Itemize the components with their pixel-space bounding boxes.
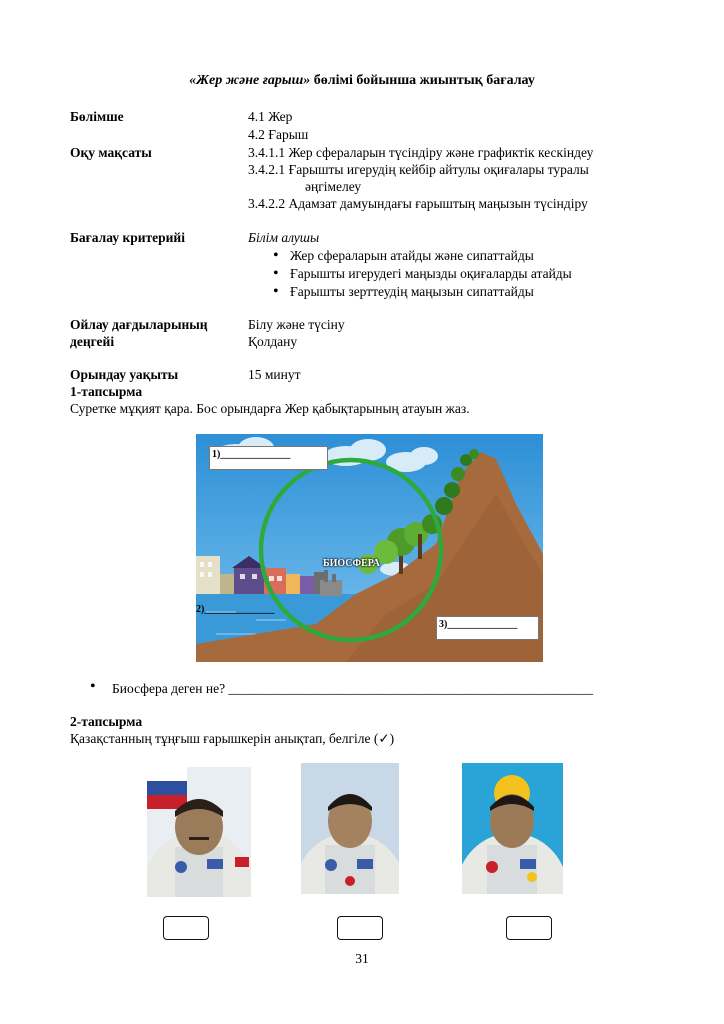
cosmonaut-photo-1 bbox=[147, 767, 251, 897]
answer-box-1[interactable]: 1)______________ bbox=[209, 446, 328, 470]
biosphere-label: БИОСФЕРА bbox=[323, 558, 380, 569]
criteria-item: • Жер сфераларын атайды және сипаттайды bbox=[270, 248, 572, 266]
cosmonaut-3-image bbox=[462, 763, 563, 894]
cosmonaut-1-image bbox=[147, 767, 251, 897]
thinking-label-1: Ойлау дағдыларының bbox=[70, 317, 208, 332]
criteria-item: • Ғарышты игерудегі маңызды оқиғаларды атайды bbox=[270, 266, 572, 284]
criteria-list bbox=[270, 248, 572, 302]
answer-box-2[interactable]: 2)______________ bbox=[196, 604, 275, 615]
cosmonaut-photo-3 bbox=[462, 763, 563, 894]
criteria-item: • Ғарышты зерттеудің маңызын сипаттайды bbox=[270, 284, 572, 302]
task2-instruction: Қазақстанның тұңғыш ғарышкерін анықтап, белгіле (✓) bbox=[70, 731, 395, 746]
objective-2-cont: әңгімелеу bbox=[305, 179, 362, 194]
thinking-label-2: деңгейі bbox=[70, 334, 115, 349]
criteria-intro: Білім алушы bbox=[248, 230, 320, 245]
checkbox-cosmonaut-2[interactable] bbox=[337, 916, 383, 940]
task2-heading: 2-тапсырма bbox=[70, 714, 143, 729]
bullet-dot: • bbox=[90, 678, 96, 695]
time-label: Орындау уақыты bbox=[70, 367, 179, 382]
objectives-label: Оқу мақсаты bbox=[70, 145, 152, 160]
document-title bbox=[0, 73, 724, 89]
task1-heading: 1-тапсырма bbox=[70, 384, 143, 399]
objective-2: 3.4.2.1 Ғарышты игерудің кейбір айтулы оқиғалары туралы bbox=[248, 162, 589, 177]
criteria-label: Бағалау критерийі bbox=[70, 230, 185, 245]
thinking-value-2: Қолдану bbox=[248, 334, 298, 349]
objective-1: 3.4.1.1 Жер сфераларын түсіндіру және графиктік кескіндеу bbox=[248, 145, 594, 160]
checkbox-cosmonaut-3[interactable] bbox=[506, 916, 552, 940]
cosmonaut-2-image bbox=[301, 763, 399, 894]
objective-3: 3.4.2.2 Адамзат дамуындағы ғарыштың маңызын түсіндіру bbox=[248, 196, 588, 211]
time-value: 15 минут bbox=[248, 367, 301, 382]
task1-instruction: Суретке мұқият қара. Бос орындарға Жер қабықтарының атауын жаз. bbox=[70, 401, 470, 416]
thinking-value-1: Білу және түсіну bbox=[248, 317, 345, 332]
section-label: Бөлімше bbox=[70, 109, 124, 124]
biosphere-question: Биосфера деген не? ______________________________________________________ bbox=[112, 681, 593, 696]
title-rest: бөлімі бойынша жиынтық бағалау bbox=[310, 73, 535, 88]
section-value-1: 4.1 Жер bbox=[248, 109, 293, 124]
title-quote: «Жер және ғарыш» bbox=[189, 73, 311, 88]
checkbox-cosmonaut-1[interactable] bbox=[163, 916, 209, 940]
section-value-2: 4.2 Ғарыш bbox=[248, 127, 309, 142]
answer-box-3[interactable]: 3)______________ bbox=[436, 616, 539, 640]
cosmonaut-photo-2 bbox=[301, 763, 399, 894]
earth-spheres-image bbox=[196, 434, 543, 662]
page-number: 31 bbox=[355, 951, 369, 966]
